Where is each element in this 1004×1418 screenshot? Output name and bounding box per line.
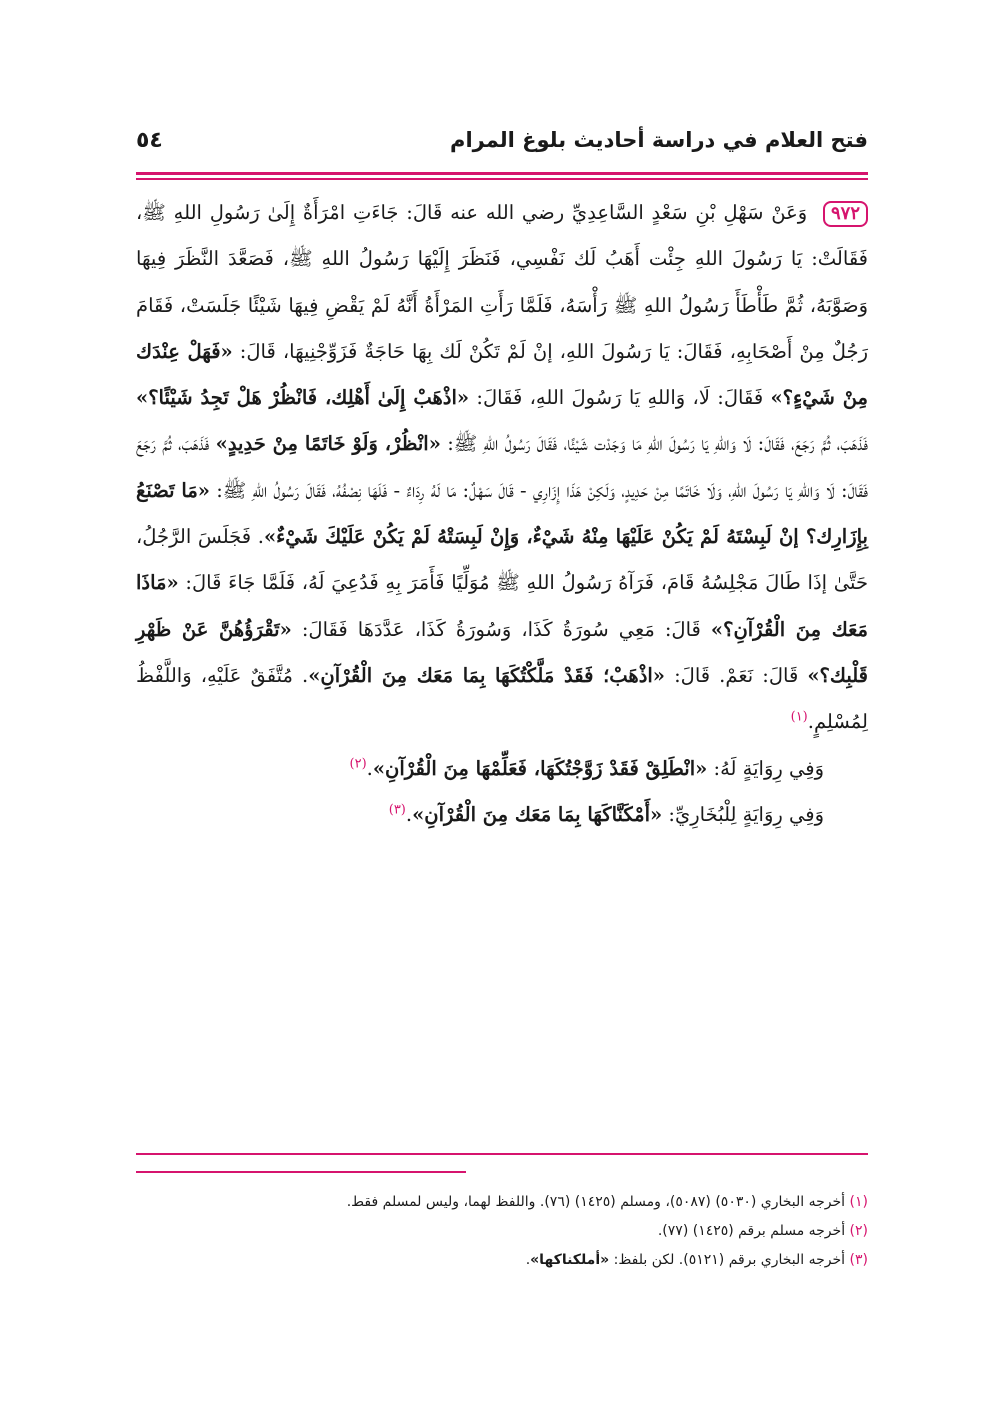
text-line: وَعَنْ سَهْلِ بْنِ سَعْدٍ السَّاعِدِيِّ رضي الله عنه قَالَ: جَاءَتِ امْرَأَةٌ إِلَىٰ رَسُولِ اللهِ	[173, 201, 808, 224]
footnote-2	[136, 1217, 868, 1246]
text-line: ﷺ، فَقَالَتْ: يَا رَسُولَ اللهِ جِئْت أَهَبُ لَك نَفْسِي، فَنَظَرَ إِلَيْهَا رَسُولُ اللهِ ﷺ، فَصَعَّدَ	[136, 201, 868, 271]
footnote-number: (٢)	[849, 1223, 868, 1239]
running-header	[136, 128, 868, 168]
book-title: فتح العلام في دراسة أحاديث بلوغ المرام	[450, 128, 868, 152]
text-segment: . مُتَّفَقٌ عَلَيْهِ، وَاللَّفْظُ لِمُسْلِمٍ.	[136, 663, 868, 734]
body-end-rule	[136, 1153, 868, 1155]
page-number: ٥٤	[136, 128, 163, 153]
text-segment: .	[257, 525, 264, 549]
footnote-ref[interactable]: (٣)	[388, 802, 406, 818]
text-segment: عَدَّدَهَا فَقَالَ:	[291, 617, 405, 641]
riwaya-muslim	[136, 746, 868, 792]
text-segment: رَسُولَ اللهِ مَا وَجَدْت شَيْئًا، فَقَالَ رَسُولُ اللهِ ﷺ:	[440, 432, 695, 456]
prophet-quote: «انْطَلِقْ فَقَدْ زَوَّجْتُكَهَا، فَعَلِّمْهَا مِنَ الْقُرْآنِ»	[372, 756, 708, 780]
footnote-3	[136, 1246, 868, 1275]
text-segment: فَذَهَبَ، ثُمَّ رَجَعَ، فَقَالَ: لَا وَاللهِ يَا	[701, 432, 868, 456]
hadith-number-badge: ٩٧٢	[823, 201, 868, 227]
text-segment: فَقَالَ: لَا، وَاللهِ يَا رَسُولَ اللهِ، فَقَالَ:	[476, 386, 771, 410]
footnote-ref[interactable]: (١)	[790, 709, 808, 725]
text-segment: إِزَارِي - قَالَ سَهْلٌ: مَا لَهُ رِدَاءٌ - فَلَهَا نِصْفُهُ، فَقَالَ رَسُولُ اللهِ ﷺ:	[210, 478, 561, 502]
header-rule-thin	[136, 178, 868, 180]
footnote-number: (١)	[849, 1194, 868, 1210]
text-line: فَجَلَسَ الرَّجُلُ، حَتَّىٰ إذَا طَالَ مَجْلِسُهُ قَامَ، فَرَآهُ رَسُولُ اللهِ ﷺ مُوَلِّيًا فَأَمَرَ بِهِ فَدُعِيَ	[136, 525, 868, 595]
footnote-bold: «أملكناكها»	[530, 1252, 610, 1268]
text-segment: قَالَ: نَعَمْ. قَالَ:	[665, 663, 808, 687]
prophet-quote: «اذْهَبْ؛ فَقَدْ مَلَّكْتُكَهَا بِمَا مَعَك مِنَ الْقُرْآنِ»	[308, 663, 665, 687]
prophet-quote: «انْظُرْ، وَلَوْ خَاتَمًا مِنْ حَدِيدٍ»	[215, 432, 441, 456]
hadith-main-paragraph	[136, 190, 868, 746]
text-segment: وَفِي رِوَايَةٍ لِلْبُخَارِيِّ:	[662, 802, 824, 826]
text-line: فِيهَا شَيْئًا جَلَسَتْ، فَقَامَ رَجُلٌ مِنْ أَصْحَابِهِ، فَقَالَ: يَا رَسُولَ اللهِ، إنْ لَمْ تَكُنْ لَك بِهَا	[136, 293, 868, 363]
footnote-text: .	[525, 1252, 531, 1268]
footnote-text: أخرجه البخاري برقم (٥١٢١). لكن بلفظ:	[609, 1252, 846, 1268]
text-line: فَذَهَبَ، ثُمَّ رَجَعَ فَقَالَ: لَا وَاللهِ يَا رَسُولَ اللهِ، وَلَا خَاتَمًا مِنْ حَدِيدٍ، وَلَكِنْ هَذَا	[136, 432, 869, 502]
prophet-quote: «أَمْكَنَّاكَهَا بِمَا مَعَك مِنَ الْقُرْآنِ»	[412, 802, 663, 826]
footnotes	[136, 1188, 868, 1275]
text-line: النَّظَرَ فِيهَا وَصَوَّبَهُ، ثُمَّ طَأْطَأَ رَسُولُ اللهِ ﷺ رَأْسَهُ، فَلَمَّا رَأَتِ المَرْأَةُ أَنَّهُ لَمْ يَقْضِ	[136, 247, 868, 317]
riwaya-bukhari	[136, 792, 868, 838]
footnote-text: أخرجه البخاري (٥٠٣٠) (٥٠٨٧)، ومسلم (١٤٢٥) (٧٦). واللفظ لهما، وليس لمسلم فقط.	[346, 1194, 846, 1210]
prophet-quote: «اذْهَبْ إِلَىٰ أَهْلِك، فَانْظُرْ هَلْ تَجِدُ شَيْئًا؟»	[136, 386, 470, 410]
prophet-quote: «مَا تَصْنَعُ بِإِزَارِك؟ إنْ لَبِسْتَهُ لَمْ يَكُنْ عَلَيْهَا مِنْهُ شَيْءٌ، وَإِنْ لَبِسَتْهُ لَمْ يَكُنْ عَلَيْكَ شَيْءٌ»	[136, 478, 868, 549]
footnote-separator	[136, 1171, 466, 1173]
prophet-quote: «فَهَلْ عِنْدَك مِنْ شَيْءٍ؟»	[136, 339, 868, 410]
text-segment: .	[405, 802, 413, 826]
footnote-text: أخرجه مسلم برقم (١٤٢٥) (٧٧).	[657, 1223, 846, 1239]
footnote-ref[interactable]: (٢)	[349, 756, 367, 772]
header-rule-thick	[136, 172, 868, 175]
text-segment: حَاجَةٌ فَزَوِّجْنِيهَا، قَالَ:	[232, 339, 405, 363]
text-segment: .	[366, 756, 373, 780]
text-segment: قَالَ: مَعِي سُورَةُ كَذَا، وَسُورَةُ كَذَا،	[414, 617, 711, 641]
prophet-quote: «تَقْرَؤُهُنَّ عَنْ ظَهْرِ قَلْبِك؟»	[136, 617, 868, 687]
footnote-number: (٣)	[849, 1252, 868, 1268]
footnote-1	[136, 1188, 868, 1217]
text-segment: لَهُ، فَلَمَّا جَاءَ قَالَ:	[178, 571, 325, 595]
hadith-text	[136, 190, 868, 838]
prophet-quote: «مَاذَا مَعَك مِنَ الْقُرْآنِ؟»	[136, 571, 869, 641]
text-segment: وَفِي رِوَايَةٍ لَهُ:	[707, 756, 824, 780]
